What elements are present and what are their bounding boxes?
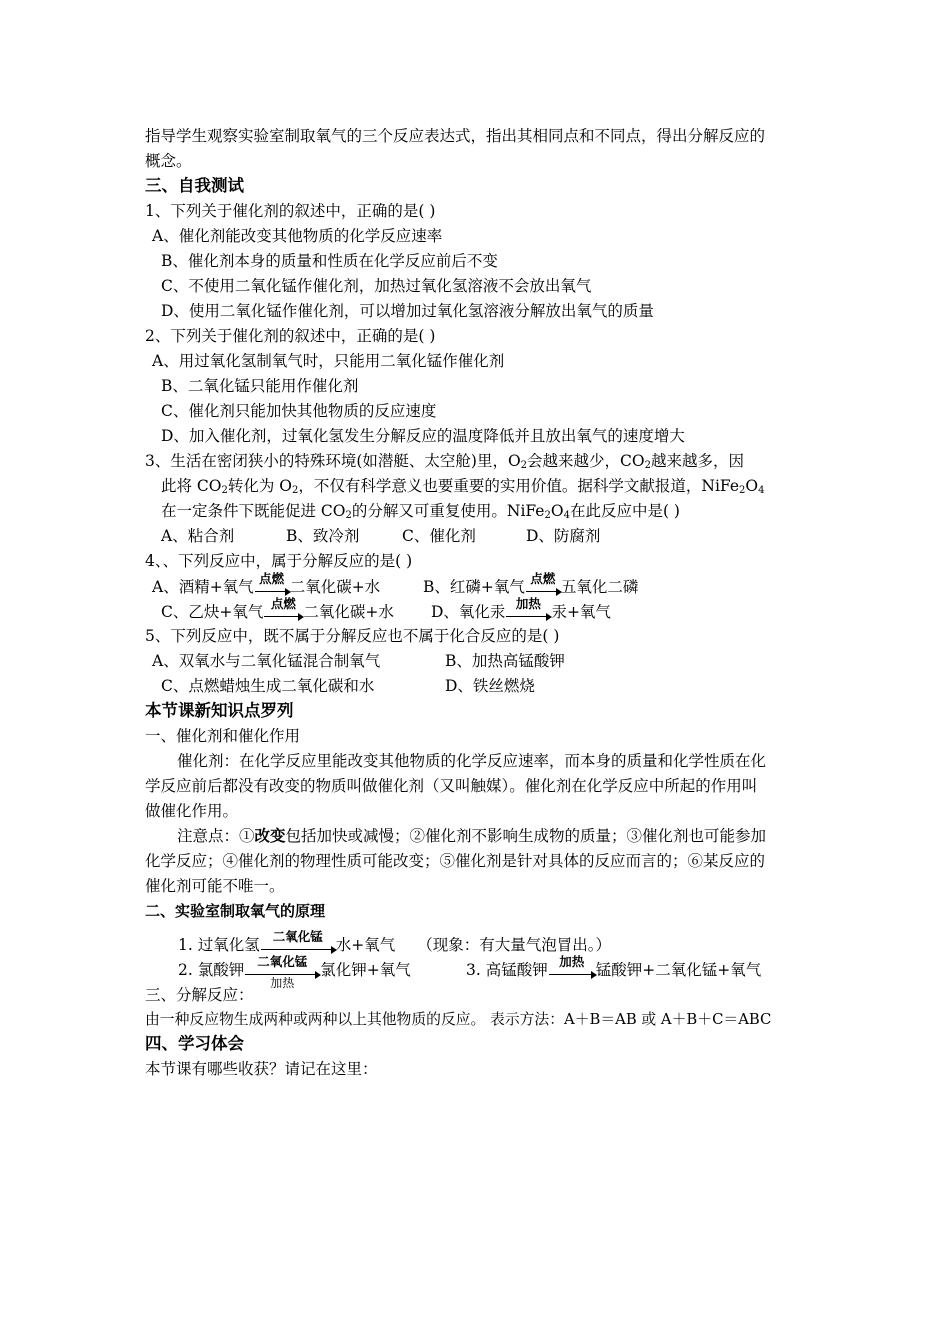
q1-option-c: C、不使用二氧化锰作催化剂，加热过氧化氢溶液不会放出氧气 — [161, 277, 592, 295]
equation-3: 3. 高锰酸钾 加热 锰酸钾+二氧化锰+氧气 — [466, 954, 762, 979]
q2-option-c: C、催化剂只能加快其他物质的反应速度 — [161, 402, 437, 420]
reaction-arrow-icon: 加热 — [506, 603, 550, 617]
reaction-arrow-icon: 点燃 — [255, 578, 289, 592]
q5-stem: 5、下列反应中，既不属于分解反应也不属于化合反应的是( ) — [145, 627, 560, 645]
section-1-para-2-line-3: 催化剂可能不唯一。 — [145, 877, 285, 895]
section-1-para-2-line-1: 注意点：①改变包括加快或减慢；②催化剂不影响生成物的质量；③催化剂也可能参加 — [177, 826, 767, 845]
q5-option-c: C、点燃蜡烛生成二氧化碳和水 — [161, 677, 375, 695]
q2-option-d: D、加入催化剂，过氧化氢发生分解反应的温度降低并且放出氧气的速度增大 — [161, 427, 685, 445]
section-1-para-1-line-3: 做催化作用。 — [145, 802, 239, 820]
q3-option-a: A、粘合剂 — [161, 527, 235, 545]
knowledge-heading: 本节课新知识点罗列 — [145, 701, 294, 720]
q4-option-a: A、酒精+氧气 点燃 二氧化碳+水 — [152, 571, 381, 596]
reaction-arrow-icon: 点燃 — [264, 603, 302, 617]
q3-line-3: 在一定条件下既能促进 $CO_2$的分解又可重复使用。$NiFe_2O_4$在此反应中是( ) — [161, 502, 680, 521]
q5-option-d: D、铁丝燃烧 — [445, 677, 535, 695]
q4-stem: 4、、下列反应中，属于分解反应的是( ) — [145, 552, 413, 570]
section-3-text: 由一种反应物生成两种或两种以上其他物质的反应。 表示方法：A＋B＝AB 或 A＋B＋C＝ABC — [145, 1011, 772, 1028]
q4-option-c: C、乙炔+氧气 点燃 二氧化碳+水 — [161, 596, 394, 621]
section-3-title: 三、分解反应： — [145, 986, 254, 1004]
q1-option-a: A、催化剂能改变其他物质的化学反应速率 — [152, 227, 443, 245]
self-test-heading: 三、自我测试 — [145, 176, 244, 195]
reflection-heading: 四、学习体会 — [145, 1034, 244, 1053]
reaction-arrow-icon: 加热 — [549, 961, 595, 975]
equation-1: 1. 过氧化氢 二氧化锰 水+氧气 （现象：有大量气泡冒出。） — [178, 929, 611, 954]
q2-option-a: A、用过氧化氢制氧气时，只能用二氧化锰作催化剂 — [152, 352, 505, 370]
q5-option-b: B、加热高锰酸钾 — [445, 652, 565, 670]
q4-option-b: B、红磷+氧气 点燃 五氧化二磷 — [423, 571, 639, 596]
q5-option-a: A、双氧水与二氧化锰混合制氧气 — [152, 652, 381, 670]
q3-line-1: 3、生活在密闭狭小的特殊环境(如潜艇、太空舱)里，$O_2$会越来越少，$CO_2$越来越多，因 — [145, 452, 745, 471]
q3-line-2: 此将 $CO_2$转化为 $O_2$，不仅有科学意义也要重要的实用价值。据科学文献报道，$NiFe_2O_4$ — [161, 477, 765, 496]
section-1-para-1-line-1: 催化剂：在化学反应里能改变其他物质的化学反应速率，而本身的质量和化学性质在化 — [177, 752, 767, 770]
section-1-para-1-line-2: 学反应前后都没有改变的物质叫做催化剂（又叫触媒）。催化剂在化学反应中所起的作用叫 — [145, 777, 758, 795]
reflection-prompt: 本节课有哪些收获？请记在这里： — [145, 1060, 378, 1078]
reaction-arrow-icon: 点燃 — [526, 578, 560, 592]
q3-option-d: D、防腐剂 — [526, 527, 601, 545]
intro-line-2: 概念。 — [145, 152, 192, 170]
reaction-arrow-icon: 二氧化锰 加热 — [245, 961, 319, 975]
q4-option-d: D、氧化汞 加热 汞+氧气 — [431, 596, 611, 621]
equation-2: 2. 氯酸钾 二氧化锰 加热 氯化钾+氧气 — [178, 954, 411, 990]
intro-line-1: 指导学生观察实验室制取氧气的三个反应表达式，指出其相同点和不同点，得出分解反应的 — [145, 127, 766, 145]
q2-option-b: B、二氧化锰只能用作催化剂 — [161, 377, 359, 395]
q3-option-b: B、致冷剂 — [286, 527, 360, 545]
reaction-arrow-icon: 二氧化锰 — [261, 936, 335, 950]
section-1-title: 一、催化剂和催化作用 — [145, 727, 301, 745]
q3-option-c: C、催化剂 — [402, 527, 476, 545]
section-1-para-2-line-2: 化学反应；④催化剂的物理性质可能改变；⑤催化剂是针对具体的反应而言的；⑥某反应的 — [145, 852, 766, 870]
q1-option-d: D、使用二氧化锰作催化剂，可以增加过氧化氢溶液分解放出氧气的质量 — [161, 302, 654, 320]
q1-stem: 1、下列关于催化剂的叙述中，正确的是( ) — [145, 202, 436, 220]
q1-option-b: B、催化剂本身的质量和性质在化学反应前后不变 — [161, 252, 498, 270]
q2-stem: 2、下列关于催化剂的叙述中，正确的是( ) — [145, 327, 436, 345]
section-2-title: 二、实验室制取氧气的原理 — [145, 902, 326, 920]
